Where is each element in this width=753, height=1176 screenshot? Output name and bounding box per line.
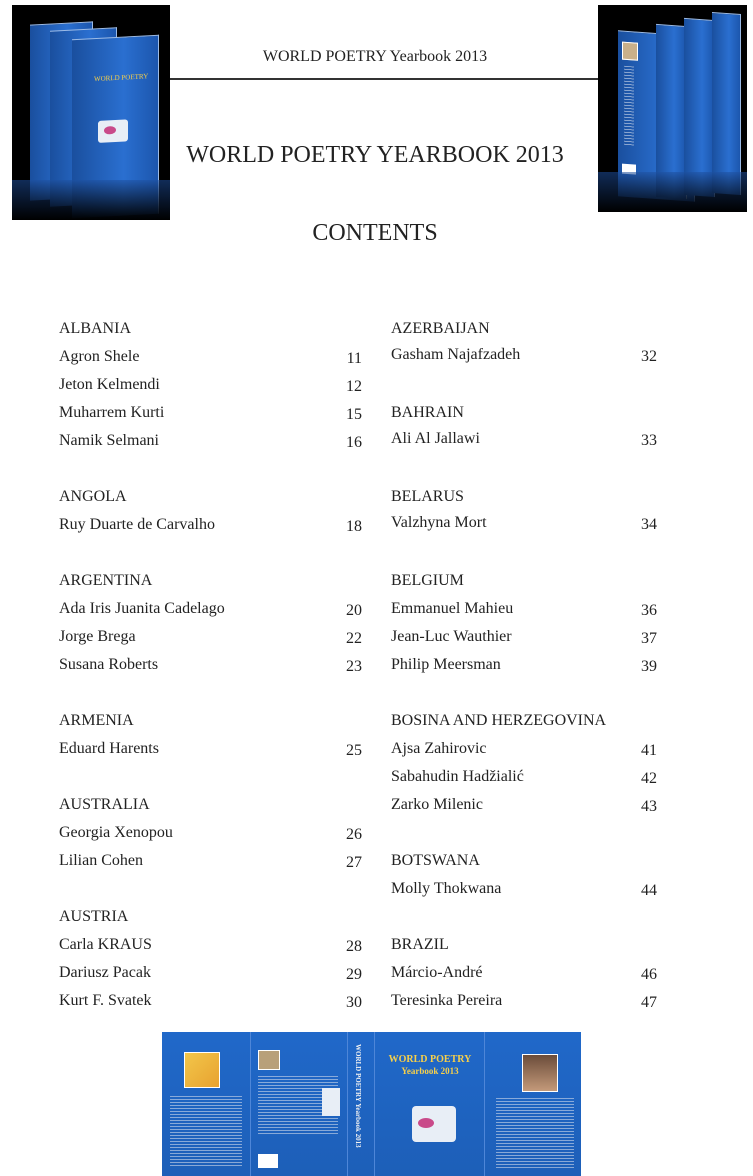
spine-title: WORLD POETRY Yearbook 2013 — [354, 1044, 362, 1148]
cover-front-title: WORLD POETRY — [388, 1054, 472, 1065]
page-number: 32 — [641, 348, 657, 365]
author-name: Lilian Cohen — [59, 852, 143, 869]
page-number: 43 — [641, 798, 657, 815]
author-name: Emmanuel Mahieu — [391, 600, 514, 617]
page-number: 26 — [346, 826, 362, 843]
page-number: 46 — [641, 966, 657, 983]
page-number: 25 — [346, 742, 362, 759]
author-name: Muharrem Kurti — [59, 404, 165, 421]
page-number: 47 — [641, 994, 657, 1011]
cover-front-subtitle: Yearbook 2013 — [401, 1066, 459, 1076]
author-name: Philip Meersman — [391, 656, 501, 673]
country-heading: BOSINA AND HERZEGOVINA — [391, 712, 607, 729]
book-stack-image-left: WORLD POETRY — [12, 5, 170, 220]
country-heading: AUSTRIA — [59, 908, 129, 925]
page-number: 41 — [641, 742, 657, 759]
header-rule — [170, 78, 600, 80]
country-heading: BRAZIL — [391, 936, 449, 953]
author-name: Ajsa Zahirovic — [391, 740, 487, 757]
running-head: WORLD POETRY Yearbook 2013 — [262, 48, 488, 65]
author-name: Namik Selmani — [59, 432, 159, 449]
country-heading: BELARUS — [391, 488, 464, 505]
page-number: 33 — [641, 432, 657, 449]
country-heading: ANGOLA — [59, 488, 127, 505]
page-number: 29 — [346, 966, 362, 983]
author-name: Eduard Harents — [59, 740, 159, 757]
author-name: Georgia Xenopou — [59, 824, 173, 841]
page-number: 37 — [641, 630, 657, 647]
author-name: Susana Roberts — [59, 656, 159, 673]
country-heading: ARGENTINA — [59, 572, 153, 589]
author-name: Sabahudin Hadžialić — [391, 768, 524, 785]
page-number: 22 — [346, 630, 362, 647]
country-heading: ARMENIA — [59, 712, 134, 729]
country-heading: AZERBAIJAN — [391, 320, 490, 337]
page-title: WORLD POETRY YEARBOOK 2013 — [186, 142, 564, 168]
page-number: 44 — [641, 882, 657, 899]
page-number: 27 — [346, 854, 362, 871]
page-number: 28 — [346, 938, 362, 955]
page-number: 18 — [346, 518, 362, 535]
country-heading: AUSTRALIA — [59, 796, 150, 813]
page-number: 16 — [346, 434, 362, 451]
author-name: Ruy Duarte de Carvalho — [59, 516, 215, 533]
author-name: Carla KRAUS — [59, 936, 152, 953]
page-number: 30 — [346, 994, 362, 1011]
page-number: 11 — [346, 350, 362, 367]
author-name: Jean-Luc Wauthier — [391, 628, 512, 645]
author-name: Márcio-André — [391, 964, 483, 981]
author-name: Ada Iris Juanita Cadelago — [59, 600, 225, 617]
country-heading: ALBANIA — [59, 320, 131, 337]
page-number: 12 — [346, 378, 362, 395]
author-name: Jorge Brega — [59, 628, 136, 645]
contents-heading: CONTENTS — [312, 220, 438, 246]
book-stack-image-right — [598, 5, 747, 212]
country-heading: BOTSWANA — [391, 852, 480, 869]
author-name: Dariusz Pacak — [59, 964, 151, 981]
page-number: 20 — [346, 602, 362, 619]
author-name: Molly Thokwana — [391, 880, 502, 897]
author-name: Kurt F. Svatek — [59, 992, 152, 1009]
author-name: Teresinka Pereira — [391, 992, 503, 1009]
book-cover-spread-image — [162, 1032, 581, 1176]
author-name: Jeton Kelmendi — [59, 376, 160, 393]
page-number: 15 — [346, 406, 362, 423]
author-name: Gasham Najafzadeh — [391, 346, 521, 363]
author-name: Zarko Milenic — [391, 796, 483, 813]
author-name: Ali Al Jallawi — [391, 430, 480, 447]
page-number: 23 — [346, 658, 362, 675]
country-heading: BELGIUM — [391, 572, 464, 589]
page-number: 39 — [641, 658, 657, 675]
page-number: 36 — [641, 602, 657, 619]
author-name: Valzhyna Mort — [391, 514, 487, 531]
country-heading: BAHRAIN — [391, 404, 464, 421]
page-number: 42 — [641, 770, 657, 787]
author-name: Agron Shele — [59, 348, 140, 365]
page-number: 34 — [641, 516, 657, 533]
